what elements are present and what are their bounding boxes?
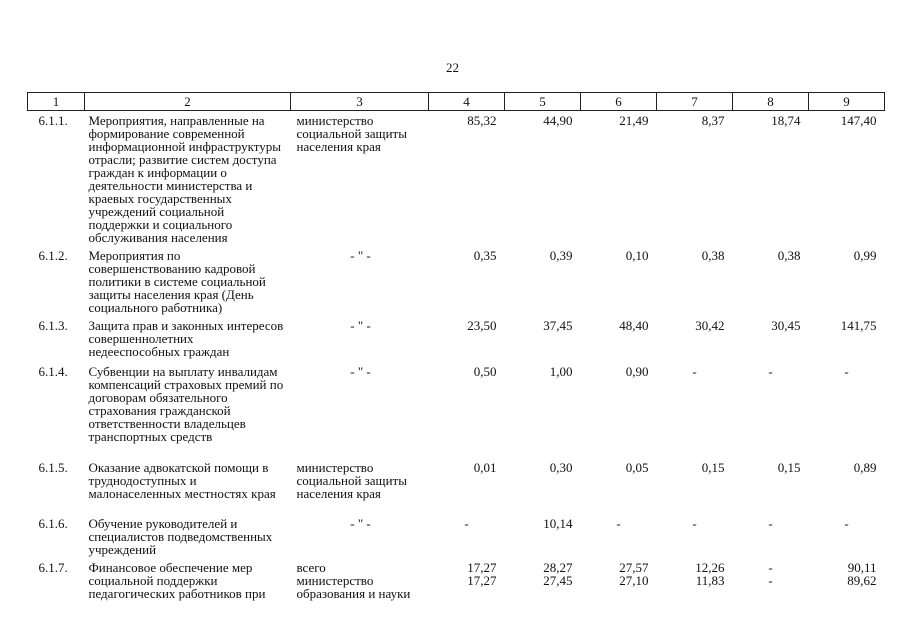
column-header: 2 <box>85 93 291 111</box>
row-code: 6.1.5. <box>38 460 68 475</box>
value-ministry: 27,10 <box>619 573 649 588</box>
row-value: 0,01 <box>473 460 497 475</box>
value-total: 28,27 <box>543 560 573 575</box>
row-name: Защита прав и законных интересов совершеннолетних недееспособных граждан <box>88 318 284 359</box>
row-executor <box>291 246 429 316</box>
ditto-mark: - " - <box>350 364 371 379</box>
row-value: 0,15 <box>701 460 725 475</box>
table-row <box>28 558 885 608</box>
value-total: - <box>768 560 773 575</box>
row-value <box>429 558 505 608</box>
row-value: - <box>844 516 849 531</box>
column-header: 1 <box>28 93 85 111</box>
row-value: 0,99 <box>853 248 877 263</box>
row-name: Мероприятия, направленные на формирование современной информационной инфраструктуры отрасли; развитие систем доступа граждан к информации о деятельности министерства и краевых государственных учреждений социальной поддержки и социального обслуживания населения <box>88 113 282 245</box>
column-header: 5 <box>505 93 581 111</box>
row-value: 10,14 <box>543 516 573 531</box>
value-ministry: 27,45 <box>543 573 573 588</box>
row-value: - <box>464 516 469 531</box>
value-total: 17,27 <box>467 560 497 575</box>
row-value <box>733 558 809 608</box>
row-executor <box>291 316 429 362</box>
row-value: 30,45 <box>771 318 801 333</box>
row-name: Оказание адвокатской помощи в труднодоступных и малонаселенных местностях края <box>88 460 276 501</box>
column-header: 4 <box>429 93 505 111</box>
row-value <box>657 558 733 608</box>
executor-total: всего <box>296 560 326 575</box>
row-value: 1,00 <box>549 364 573 379</box>
row-value: 0,38 <box>777 248 801 263</box>
executor-ministry: министерство образования и науки <box>296 573 411 601</box>
row-name: Мероприятия по совершенствованию кадровой политики в системе социальной защиты населения края (День социального работника) <box>88 248 266 315</box>
row-value: 0,50 <box>473 364 497 379</box>
row-executor <box>291 362 429 458</box>
value-total: 90,11 <box>847 560 877 575</box>
ditto-mark: - " - <box>350 318 371 333</box>
row-value: 0,30 <box>549 460 573 475</box>
column-header: 7 <box>657 93 733 111</box>
row-name: Обучение руководителей и специалистов подведомственных учреждений <box>88 516 273 557</box>
value-ministry: - <box>768 573 773 588</box>
row-code: 6.1.1. <box>38 113 68 128</box>
column-header: 9 <box>809 93 885 111</box>
ditto-mark: - " - <box>350 516 371 531</box>
row-value: 147,40 <box>840 113 877 128</box>
column-header: 3 <box>291 93 429 111</box>
value-total: 27,57 <box>619 560 649 575</box>
row-value: 0,05 <box>625 460 649 475</box>
row-value <box>809 558 885 608</box>
row-value: - <box>844 364 849 379</box>
row-code: 6.1.6. <box>38 516 68 531</box>
row-value: 30,42 <box>695 318 725 333</box>
row-value: 44,90 <box>543 113 573 128</box>
row-value: - <box>692 364 697 379</box>
row-name: Субвенции на выплату инвалидам компенсаций страховых премий по договорам обязательного страхования гражданской ответственности владельцев транспортных средств <box>88 364 284 444</box>
value-total: 12,26 <box>695 560 725 575</box>
page-number: 22 <box>446 60 459 75</box>
value-ministry: 17,27 <box>467 573 497 588</box>
value-ministry: 89,62 <box>847 573 877 588</box>
row-executor <box>291 514 429 558</box>
row-code: 6.1.2. <box>38 248 68 263</box>
row-value <box>581 558 657 608</box>
row-value: 23,50 <box>467 318 497 333</box>
table-row <box>28 111 885 247</box>
row-value: - <box>616 516 621 531</box>
row-code: 6.1.4. <box>38 364 68 379</box>
table-row <box>28 458 885 514</box>
column-header: 6 <box>581 93 657 111</box>
row-executor: министерство социальной защиты населения края <box>296 460 407 501</box>
column-header: 8 <box>733 93 809 111</box>
row-value: 85,32 <box>467 113 497 128</box>
header-row <box>28 93 885 111</box>
row-value: 18,74 <box>771 113 801 128</box>
program-table <box>27 92 885 608</box>
table-row <box>28 362 885 458</box>
row-code: 6.1.7. <box>38 560 68 575</box>
row-executor <box>291 558 429 608</box>
row-value: 0,10 <box>625 248 649 263</box>
row-value: 0,15 <box>777 460 801 475</box>
table-row <box>28 316 885 362</box>
row-code: 6.1.3. <box>38 318 68 333</box>
row-value: - <box>768 364 773 379</box>
row-value: 141,75 <box>840 318 877 333</box>
row-name: Финансовое обеспечение мер социальной поддержки педагогических работников при <box>88 560 266 601</box>
row-value: 0,38 <box>701 248 725 263</box>
row-executor: министерство социальной защиты населения края <box>296 113 407 154</box>
row-value: 0,39 <box>549 248 573 263</box>
row-value: 0,35 <box>473 248 497 263</box>
row-value <box>505 558 581 608</box>
ditto-mark: - " - <box>350 248 371 263</box>
value-ministry: 11,83 <box>695 573 725 588</box>
row-value: 0,89 <box>853 460 877 475</box>
row-value: 21,49 <box>619 113 649 128</box>
table-row <box>28 246 885 316</box>
row-value: 8,37 <box>701 113 725 128</box>
table-row <box>28 514 885 558</box>
row-value: 0,90 <box>625 364 649 379</box>
row-value: 37,45 <box>543 318 573 333</box>
row-value: 48,40 <box>619 318 649 333</box>
row-value: - <box>768 516 773 531</box>
row-value: - <box>692 516 697 531</box>
